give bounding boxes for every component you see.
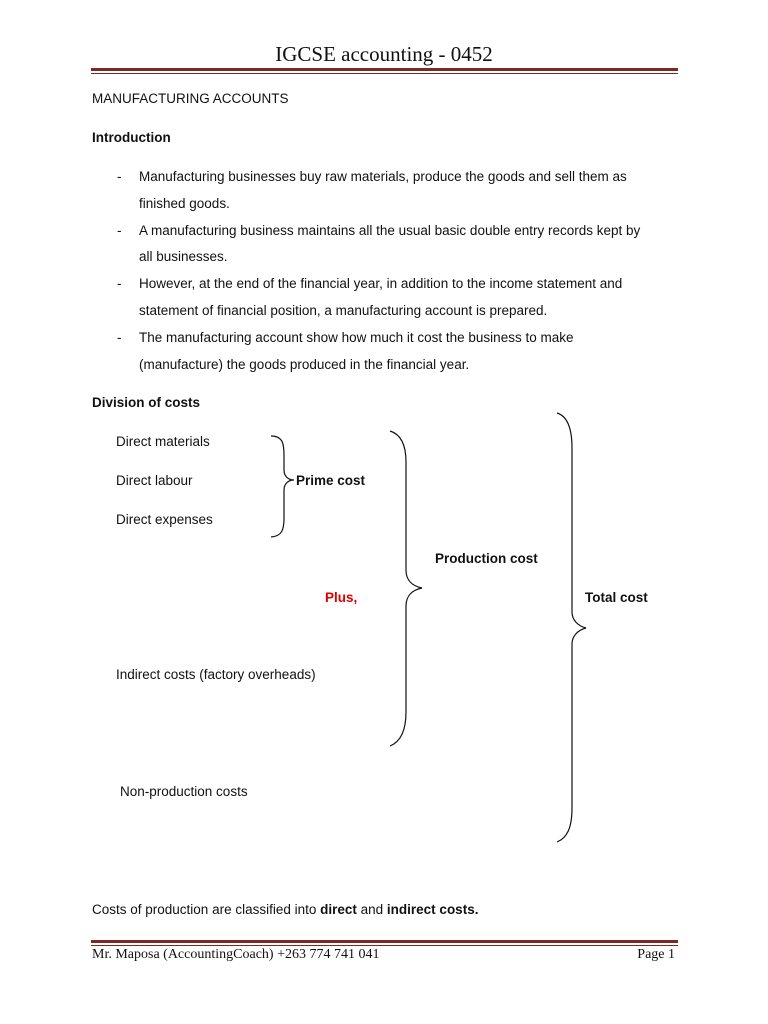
total-cost-brace-icon bbox=[557, 413, 586, 842]
footer-rule-thick bbox=[91, 940, 678, 943]
bullet-dash: - bbox=[117, 330, 122, 345]
direct-labour-label: Direct labour bbox=[116, 473, 193, 488]
production-cost-brace-icon bbox=[390, 431, 422, 746]
total-cost-label: Total cost bbox=[585, 590, 648, 605]
closing-prefix: Costs of production are classified into bbox=[92, 902, 321, 917]
bullet-dash: - bbox=[117, 169, 122, 184]
footer-page-number: Page 1 bbox=[637, 947, 675, 962]
footer-rule-thin bbox=[91, 945, 678, 946]
plus-label: Plus, bbox=[325, 590, 358, 605]
bullet-line: The manufacturing account show how much it cost the business to make bbox=[139, 330, 574, 345]
page-header-title: IGCSE accounting - 0452 bbox=[275, 42, 493, 66]
production-cost-label: Production cost bbox=[435, 551, 538, 566]
indirect-costs-label: Indirect costs (factory overheads) bbox=[116, 667, 316, 682]
closing-and: and bbox=[356, 902, 387, 917]
bullet-line: A manufacturing business maintains all the usual basic double entry records kept by bbox=[139, 223, 641, 238]
closing-sentence bbox=[92, 902, 478, 917]
section-title: MANUFACTURING ACCOUNTS bbox=[92, 91, 289, 106]
closing-direct: direct bbox=[320, 902, 357, 917]
bullet-line: (manufacture) the goods produced in the financial year. bbox=[139, 357, 470, 372]
bullet-dash: - bbox=[117, 276, 122, 291]
intro-heading: Introduction bbox=[92, 130, 171, 145]
bullet-line: Manufacturing businesses buy raw materials, produce the goods and sell them as bbox=[139, 169, 627, 184]
direct-materials-label: Direct materials bbox=[116, 434, 210, 449]
prime-cost-label: Prime cost bbox=[296, 473, 366, 488]
closing-indirect: indirect costs. bbox=[386, 902, 479, 917]
prime-cost-brace-icon bbox=[271, 436, 294, 537]
division-heading: Division of costs bbox=[92, 395, 201, 410]
footer-author: Mr. Maposa (AccountingCoach) +263 774 741 041 bbox=[92, 947, 380, 962]
direct-expenses-label: Direct expenses bbox=[116, 512, 213, 527]
bullet-line: statement of financial position, a manufacturing account is prepared. bbox=[139, 303, 548, 318]
bullet-line: However, at the end of the financial year, in addition to the income statement and bbox=[139, 276, 623, 291]
bullet-dash: - bbox=[117, 223, 122, 238]
bullet-line: finished goods. bbox=[139, 196, 230, 211]
non-production-costs-label: Non-production costs bbox=[120, 784, 248, 799]
bullet-line: all businesses. bbox=[139, 249, 228, 264]
